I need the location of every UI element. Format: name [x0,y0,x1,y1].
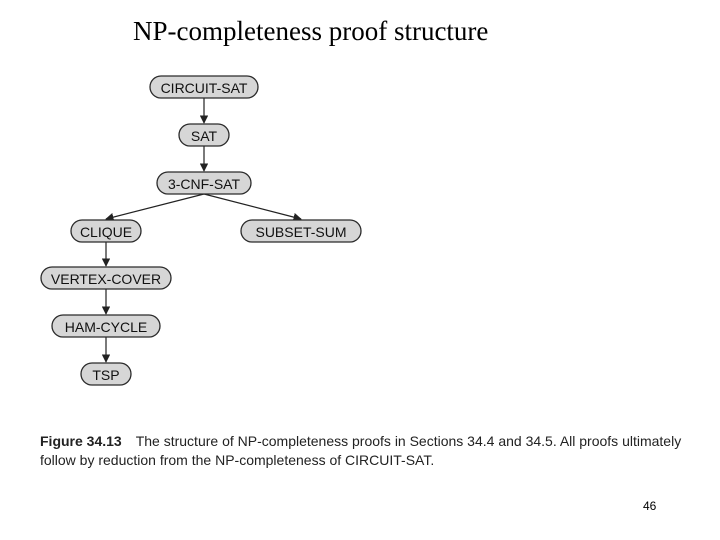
node-label: CIRCUIT-SAT [160,80,248,96]
node-label: 3-CNF-SAT [167,176,241,192]
page-number: 46 [643,499,657,513]
figure-caption-text: The structure of NP-completeness proofs in Sections 34.4 and 34.5. All proofs ultimately follow by reduction from the NP-completeness of CIRCUIT-SAT. [40,433,682,468]
node-label: TSP [92,367,120,383]
node-label: SAT [190,128,218,144]
node-label: CLIQUE [79,224,133,240]
node-label: VERTEX-COVER [50,271,162,287]
slide-title: NP-completeness proof structure [133,16,489,46]
node-subset-sum [241,220,361,242]
figure-caption [40,432,690,470]
node-sat [179,124,229,146]
figure-label: Figure 34.13 [40,433,122,449]
node-label: HAM-CYCLE [64,319,148,335]
edge-3-cnf-sat-to-clique [106,194,204,219]
node-circuit-sat [150,76,258,98]
node-3-cnf-sat [157,172,251,194]
node-vertex-cover [41,267,171,289]
node-clique [71,220,141,242]
node-ham-cycle [52,315,160,337]
node-label: SUBSET-SUM [255,224,347,240]
node-tsp [81,363,131,385]
edge-3-cnf-sat-to-subset-sum [204,194,301,219]
